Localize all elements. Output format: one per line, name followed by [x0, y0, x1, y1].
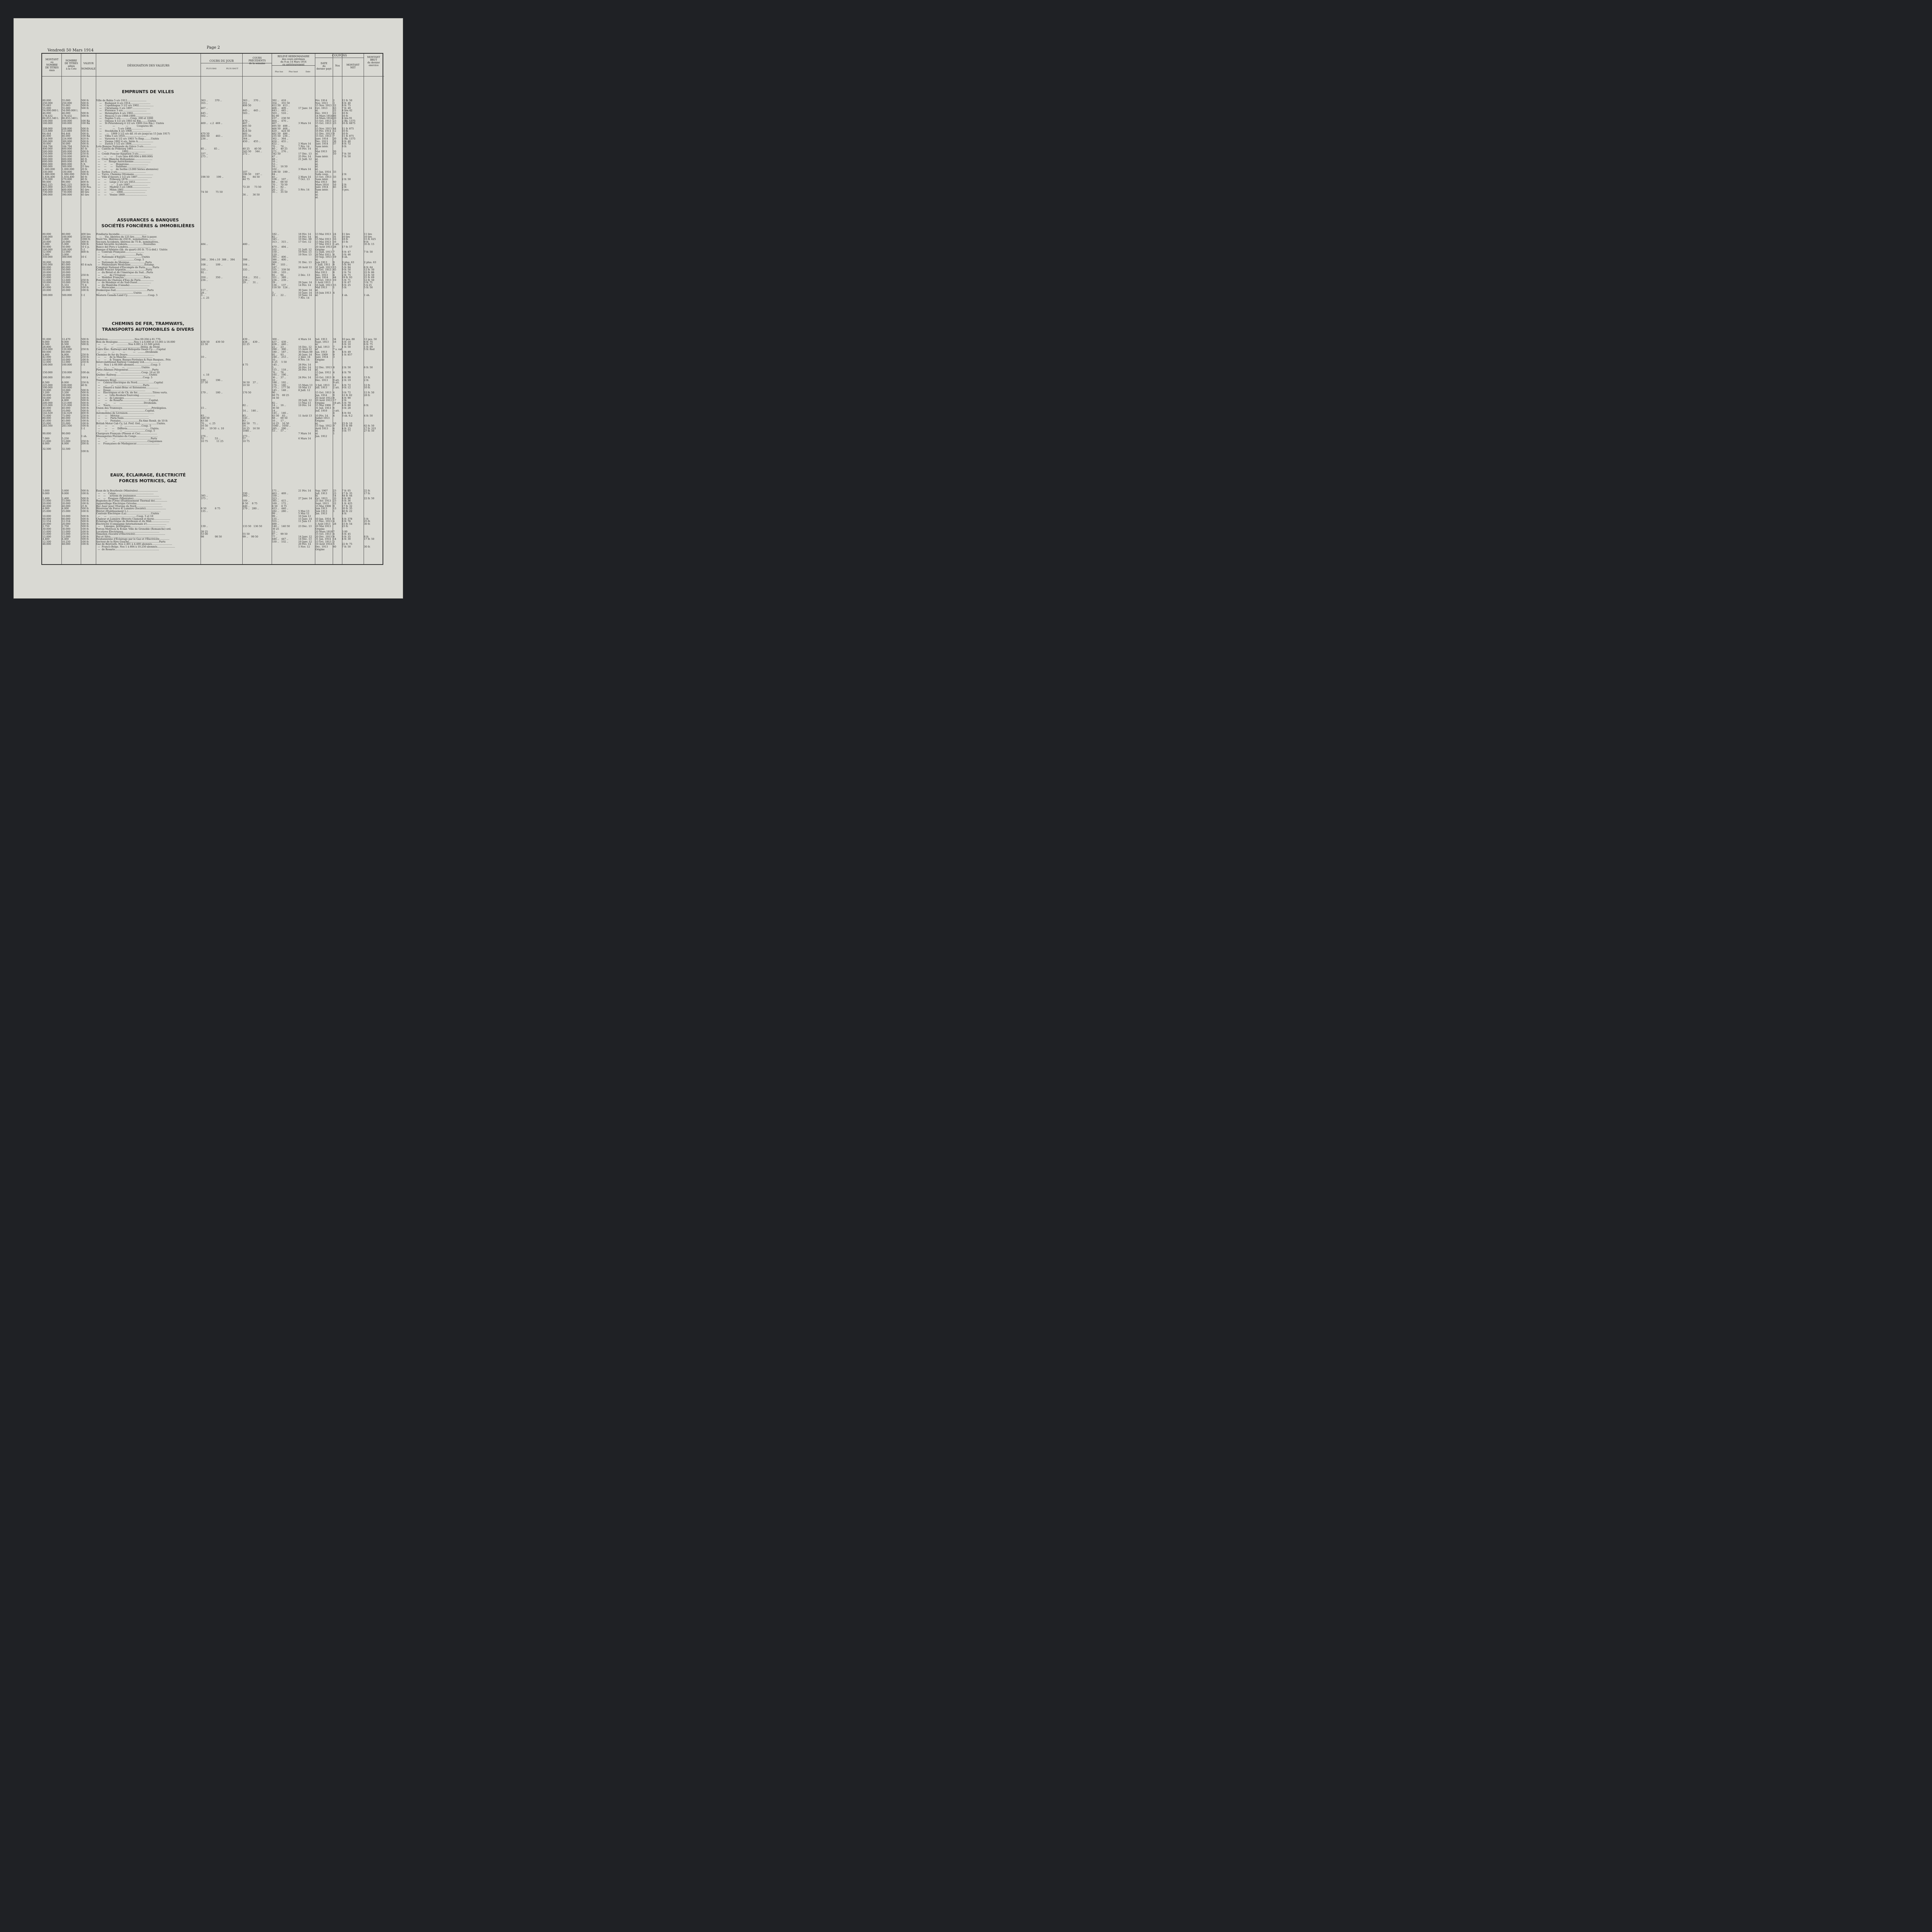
s2-numero: 24 31 16 16 1 att. 28 7 4 19 9 8 15 45 8 4 44 19 15 1 4 [333, 233, 340, 294]
header-cours-prec: COURS PRÉCÉDENTS de la semaine [248, 57, 266, 65]
s4-nombre: 3.600 9.000 2.400 15.000 20.000 40.000 4.000 25.000 10.000 60.000 12.554 20.000 2.750 30.000 15.000 15.000 12.000 4.460 10.250 48.000 [62, 490, 71, 546]
s2-montant-brut: 11 lire 10 lire 15 fr. 625 9 fr. 35 fr. 15 7 fr. 50 2 plus. 63 6 fr. 64 12 fr. 50 22 fr. 86 12 fr. 50 21 fr. 69 12 fr. 50 3 fr. 71 5 $ 25 5 fr. 50 1 sh. [364, 233, 376, 297]
header-plus-bas: PLUS BAS [206, 68, 217, 70]
header-cours-jour: COURS DU JOUR [209, 60, 234, 63]
s4-montant: 3.600 9.000 2.400 15.000 20.000 40.000 4.000 25.000 10.000 60.000 12.554 20.000 2.750 30.000 15.000 15.000 12.000 4.460 12.500 48.000 [43, 490, 51, 546]
s3-date-coupon: Juil. 1913 Sept. 1913 id. 4 Juil. 1913 id. Jan. 1913 Nov. 1909 Janv. 1914 Origine id. 12 Déc. 1913 id. 15 Jan. 1912 id. 10 Oct. 1913 Déc. 1913 3 Juil. 1913 Juil. 1913 15 Oct. 1913 Jan. 1914 20 Août 1912 20 Août 1912 Origine 15 Mai 1906 31 Juil. 1913 Juil. 1910 10 Fév. 14 Juillet 1913 Origine id. 15 Sep. 1912 Avril 1913 id. id. Jan. 1912 [315, 338, 332, 438]
s2-designation: Fondiaria Incendie................................... — Vie, libérées de 125 lire..........Net à payer. Nord Vie, libérées de 250 fr., nominatives.......... Secours Accidents, libérées de 75 fr., nominatives.. Soleil Sécurité Accidents.....................Nouvelles Banco del Peru y Londres.............................. Banque d'Athènes (lib. du quart) (93 fr. 75 à déd.) Unités — Centrale Française........................ — — — .....................Parts — Nationale d'Egypte.....................Unités — — — .....................Coup. 5 — Nationale du Mexique.....................Parts — Péninsulaire Mexicaine..................Estamp. Comptoir National d'Escompte de Paris..........Parts Crédit Foncier Argentin..........................Parts — du Brésil et de l'Amérique du Sud....Parts — — de l'Uruguay............................. — Mobilier Français..........................Parts Foncière du Chateau d'Eau de Paris................. — de Hendaye et du Sud-Ouest.................. — du Manitoba (Canada).......................... — Marocaine.......................................... Dunkerque-Sud.........................................Parts — — ...........................Unités Western Canada Land Cy...........................Coup. 5 [96, 233, 168, 297]
s4-date-coupon: Sep. 1907 Juil. 1913 id. Oct. 1913 25 Avr. 1913 Sept. 1913 15 Mai 1908 Juin 1913 Juin 1913 Jan. 1913 10 Jan. 1914 15 Déc. 1913 1 Août 1913 20 Mai 1913 Origine 20 Mars 1910 15 Oct. 1913 20 Déc. 1913 31 Jan. 1914 15 Oct. 1913 10 Août 1914 Déc. 1913 Origine [315, 490, 333, 551]
s3-designation: Andalous...................................Nos 69.204 à 81.770. Bois de Boulogne.....................Nos 1 à 6.000 et 15.001 à 18.000 — — — ...............Nos 6.001 à 12.500 privil. — — — ...............................Délég. de Divid. Cairo Elec. Railways and Heliopolis Oases Cy......Capital — — — — — ..........Dividende Chemins de fer du Douro................................... — — de la Manche.................................. — — & Tramw. Basses-Pyrénées & Pays Basques.. Priv. Interconditional Railway Company Ltd...................... — Nos 1 à 60.000 abonnés......................Coup. 5 — — — — ...................Unités Pirée-Athènes Péloponèse...............................Parts — — — ...........................Coup. 10 et 20 Québec Railway...........................................Unités — — ..........................................Coup. 5 Tramways Brest.......................................... — Central Électrique du Nord......................Capital — — — ..................................Parts — Dinard à Saint-Briac et Extensions................ — Douai............................................. — Électriques et de Ch. de fer....................Titres verts. — — Lille-Roubaix-Tourcoing..................... — — de Limoges................................... — — de Rosario..................................Capital. — — — ...............................Dividende. — Tours................................................. Union des Tramways......................................Privilégiées. — — .............................................Capital. Automobiles de Livraison.................................. — — Météor...................................... — — Paris-Taxis................................. — — Postales........................Ex-4me Remb. de 10 fr. British Motor Cab Cy, Ld. Préf. Ord......................Unités. — — — — ......................Coup. 5 — — — Différés..............................Unités. — — — — ...........................Coup. 5 Chargeurs Français (Plisson et Cie)...................... Messageries Fluviales du Congo............................ — — — .........................................Parts — — — .....................................Cinquièmes — Françaises de Madagascar.............................. [96, 338, 175, 446]
s3-numero: 34 18 7 7 s. val 8 9 3 8 4 8 9 att. 9 att. 12 2 att. 4 9 8 17 18 att. 7 6 3 att. 4 4 10 9 6 6 1 [333, 338, 342, 435]
header-plus-haut: PLUS HAUT [226, 68, 238, 70]
section-title-emprunts: EMPRUNTS DE VILLES [122, 89, 174, 94]
header-montant-net: MONTANT NET [346, 64, 360, 69]
s4-numero: 23 23 14 33 23 22 9 13 1 6 4 28 7 4 8 14 3 5 60 [333, 490, 337, 549]
header-date-coupon: DATE du dernier payé [316, 62, 332, 70]
header-rule [42, 76, 384, 77]
s2-nombre: 80.000 100.000 3.000 20.000 5.000 50.000 100.000 12.000 3.000 300.000 30.000 85.000 60.000 50.000 20.000 20.000 15.000 12.600 10.000 5.333 30.000 20.000 500.000 [62, 233, 72, 297]
s4-cours-jour: 385 .. 375 .. 8 50 8 75 135 .. 139 .. 39 25 53 00 98 98 50 [201, 495, 222, 538]
section-title-eaux-eclairage: EAUX, ÉCLAIRAGE, ÉLECTRICITÉ FORCES MOTRICES, GAZ [110, 473, 186, 483]
header-montant: MONTANT ou NOMBRE DE TITRES émis [45, 58, 59, 72]
s2-releve: 182 .. 82 .. 345 .. 313 .. 315 .. 470 .. 494 .. 102 .. 150 .. 120 .. 395 .. 406 .. 386 .. 400 .. 300 .. 99 .. 103 .. 187 .. 335 .. 339 50 100 .. 103 .. 92 .. 94 .. 321 .. 389 .. 236 .. 239 .. 29 .. 136 .. 137 .. 118 50 124 .. 3 .. 21 .. 22 .. [272, 233, 290, 297]
s1-montant-net: 12 fr. 50 8 fr. 40 8 fr. 75 7 fr. 49 4 lira 42 10 fr. 10 fr. 4 lira 91 2 Rb. 1375 10 fr. 6875 11 fr. 875 10 fr. 10 fr. 11 fr. 875 2 Rb. 1375 8 fr. 40 8 fr. 72 6 fr. 7 fr. 50 7 fr. 50 2 fr. 2 fr. 50 2 fr. 2 fr. 3 pes. [342, 99, 355, 191]
s4-valeur: 500 fr. 100 fr. 500 fr. 100 fr. 100 fr. 25 fr. 500 fr. 100 fr. 500 fr. 500 fr. 500 fr. 500 fr. 500 fr. 100 fr. 100 fr. 250 fr. 100 fr. 500 fr. 100 fr. 100 fr. [81, 490, 89, 546]
s4-montant-brut: 22 fr. 17 fr. 22 fr. 50 5 fr. 25 fr. 30 fr. 8 fr. 17 fr. 50 30 fr. [364, 490, 374, 549]
s1-cours-jour: 363 .. 370 .. 355 .. 407 .. 445 .. 502 .. 469 .. c.2 469 .. 470 50 484 50 483 .. 236 .. 85 .. 85 .. 337 .. 275 .. 198 50 199 .. 74 50 75 50 [201, 99, 224, 194]
s1-date-coupon: Fév. 1914 Nov. 1913 15 Nov. 1913 Oct. 1913 id. Déc. 1913 14 Mars 1914 14 Mars 1914 15 Oct. 1913 15 Oct. 1913 id. 15 Nov. 1913 16 Fév. 1914 15 Déc. 1913 15 Oct. 1913 Janv. 1914 Déc. 1913 Janv. 1914 Sans intér. id. Mai 1913 id. Sans intér. id. id. id. id. id. 15 Jan. 1914 Sans coup. 15 Oct. 1913 Sans intér. Mai 1913 Mars 1914 Janv. 1914 Sans intér. id. id. id. [315, 99, 333, 199]
s1-nombre: 55.000 250.000 55.683 55.000 54.000.000 l. 46.000 178.432 86.853.340 l. 100.000 160.000 208.000 123.889 64.444 46.000 224.000 300.000 30.000 184.794 400.000 500.000 250.000 350.000 600.000 600.000 800.000 300.000 1.000.000 330.000 1.980.000 1.834.400 270.000 90.000 842.225 425.000 400.000 730.000 390.000 [62, 99, 78, 196]
header-montant-brut: MONTANT BRUT du dernier exercice [367, 56, 380, 67]
s2-cours-prec: 480 .. 398 .. 104 .. 335 .. 354 .. 352 .. 236 .. 29 .. 31 .. [243, 243, 261, 284]
header-numero: Nos [335, 65, 340, 67]
header-coupons: COUPONS [332, 54, 347, 57]
s4-releve: 171 .. 463 .. 469 .. 330 .. 323 .. 385 .. 415 .. 169 .. 172 .. 8 50 8 75 423 .. 440 .. 282 .. 280 .. 99 .. 99 .. 135 .. 555 .. 490 .. 140 .. 140 50 39 25 53 .. 97 .. 99 50 77 .. 446 .. 447 .. 530 .. 532 .. [272, 490, 290, 543]
s4-designation: Eaux de la Bourboule (Minérales).......................... — — Calais................................................. — — actions de jouissance.............................. — — Pougues (Minérales).................................... Bagnoles-de-l'Orne (Établissement Thermal de)................ Appareillage Électrique Grivolas................................ Bec Auer pour l'Europe du Nord.................................. Biterroise de Force & Lumière (Société).......................... Blériot (Établissement L.).......................................... Centrale Électrique (La)................................Unités — — ...................................Coup. 5 et 10 Chaleur et Lumière (Brevets Clamond et Kern)..................... Éclairage Électrique de Bordeaux et du Midi....................... Électricité (Compagnie Internationale d')......................... — Limoges, privilégiées............................................. Forces Motrices & Éclair. Ville de Grenoble (Romanche) ord. Locations Électriques............................................... Nimelion (Société d'Électricité)....................................... Paz et Silva............................................................. Roubaisienne d'Éclairage par le Gaz et l'Électricité............. Secteur de la Rive Gauche.......................................Parts Gaz de Beyrouth. Nos 2.401 à 4.400 abonnés.......................... — Franco-Belge. Nos 1 à 804 à 10.250 abonnés....................... — de Rosario......................................................... [96, 490, 175, 551]
s3-nombre: 12.470 9.000 6.500 28.800 120.000 60.000 4.800 42.000 10.000 12.000 100.000 150.000 95.000 6.000 100.000 100.000 10.000 3.200 30.000 50.000 4.800 123.000 125.000 40.000 10.000 142.629 75.000 80.000 45.000 35.000 283.500 90.000 5.250 15.000 4.000 32.500 [62, 338, 72, 451]
s3-valeur: 500 fr. 500 fr. 500 fr. 250 fr. 250 fr. 250 fr. 100 fr. 250 fr. 1 £ 100 dr. 100 $ 250 fr. 40 fr. 500 fr. 500 fr. 100 fr. 500 fr. 500 fr. 500 fr. 100 fr. 500 fr. 500 fr. 400 fr. 250 fr. 500 fr. 100 fr. 100 fr. 100 fr. 1 £ 1 sh. 250 fr. 200 fr. 100 fr. [81, 338, 90, 453]
header-nombre: NOMBRE DE TITRES admis à la Cote [65, 60, 78, 70]
s4-cours-prec: 330 .. 360 .. 169 .. 8 50 8 75 440 .. 279 .. 280 .. 133 50 136 50 55 50 99 .. 99 50 [243, 492, 262, 538]
s3-cours-prec: 439 .. 438 .. 439 .. 22 25 4 75 36 50 37 .. 10 50 176 50 82 .. 14 .. 146 .. 83 .. 145 .. 83 .. 68 50 71 .. 16 .. 16 25 16 50 1046 .. 273 .. 57 .. 10 75 [243, 338, 260, 443]
s1-montant: 80.000 250.000 55.683 55.000 54.000.000 l. 46.000 178.432 86.853.340 l. 100.000 160.000 208.000 123.889 64.444 46.000 224.000 300.000 30.000 184.794 400.000 500.000 250.000 350.000 600.000 600.000 800.000 300.000 1.000.000 330.000 1.980.000 1.834.400 270.000 90.000 842.225 425.000 400.000 730.000 390.000 [43, 99, 59, 196]
header-designation: DÉSIGNATION DES VALEURS [127, 64, 170, 67]
s2-cours-jour: 484 .. 388 .. 394 c.10 388 .. 394 108 .. 109 .. 335 .. 92 .. 350 .. 350 .. 236 .. 117 .. 28 .. 3 .. .. c. 25 [201, 243, 235, 299]
s1-cours-prec: 363 .. 370 .. 351 .. 406 50 445 .. 445 .. 503 .. 470 .. 467 .. 495 50 471 .. 424 50 483 .. 235 50 364 .. 450 .. 455 .. 40 25 40 50 343 50 344 .. 272 .. 107 .. 196 50 197 .. 84 84 50 44 75 72 20 73 50 36 .. 36 50 [243, 99, 262, 196]
header-releve-plus-bas: Plus bas [275, 71, 283, 73]
header-releve-date: Date [306, 71, 310, 73]
header-page: Page 2 [207, 46, 220, 50]
s1-releve: 392 .. 418 .. 354 .. 355 50 412 50 413 .. 406 .. 409 .. 443 .. 445 .. 503 .. 516 .. 92 60 237 .. 238 50 464 .. 470 .. 467 .. 495 50 498 .. 466 50 468 .. 420 .. 424 50 482 50 486 .. 235 50 236 .. 362 .. 364 .. 450 .. 455 .. 422 .. 70 .. 74 .. 40 .. 40 25 271 .. 276 .. 342 50 47 .. 48 .. 16 .. 53 .. 16 .. 16 50 102 .. 196 50 199 .. 84 .. 45 .. 106 .. 107 .. 68 .. 68 50 70 .. 70 50 81 .. 82 .. 20 .. 21 .. 35 .. 35 50 [272, 99, 290, 194]
s3-date-releve: 4 Mars 14 16 Déc. 12 15 Avril 12 30 Mars 09 30 Janv. 14 2 Janv. 14 9 Fév. 14 28 Fév. 14 26 Fév. 14 26 Fév. 14 24 Fév. 14 15 Mars 13 19 Mai 13 8 Juill. 12 29 Juill. 12 13 Mai 13 19 Fév. 14 11 Août 13 7 Mars 14 6 Mars 14 [298, 338, 313, 440]
s2-montant-net: 11 lire 10 lire 18 fr. 15 fr. 17 fr. 57 6 fr. 47 3 fr. 46 6 sh. 9 plus. 63 3 fr. 84 5 fr. 94 9 fr. 50 2 fr. 74 2 fr. 75 19 fr. 93 5 fr. 71 2 fr. 67 8 fr. 25 5 fr. 1 sh. [342, 233, 354, 297]
header-valeur: VALEUR NOMINALE [81, 62, 96, 70]
header-releve-plus-haut: Plus haut [289, 71, 298, 73]
s3-montant-brut: 12 pes. 50 6 fr. 75 6 fr. 75 1 fr. 09 5 fr. Red 6 fr. 50 13 fr. 2 fr. 12 fr. 10 fr. 12 fr. 50 28 fr. 6 fr. 4 fr. 50 62 fr. 50 17 fr. 333 27 fr. 50 [364, 338, 377, 433]
s1-date-releve: 17 Janv. 14 3 Mars 14 2 Mars 14 7 Fév. 14 16 Fév. 14 17 Déc. 13 25 Fév. 14 21 Juill. 12 3 Mars 14 2 Mars 14 7 Oct. 13 5 Fév. 14 [298, 107, 312, 191]
s1-valeur: 500 fr. 500 fr. 500 fr. 500 fr. 500 fr. 500 fr. 100 Rà 100 Rà 500 fr. 500 fr. 500 fr. 100 Rà 420 fr. 500 fr. 500 fr. 500 fr. 45 fr. 500 fr. 250 fr. 400 fr. 40 fl. 40 fl. 5 fl. 25 lire 20 fr. 500 fr. 500 fr. 40 fr. 40 fr. 400 fr. 400 fr. 100 Pes. 45 lire 40 lire 45 lire [81, 99, 92, 196]
s3-montant: 91.000 9.000 6.500 28.800 210.000 60.000 4.800 42.000 10.000 12.000 100.000 150.000 100.000 8.500 225.000 100.000 10.000 3.200 30.000 50.000 4.800 200.000 125.000 40.000 10.000 142.629 75.000 80.000 45.000 35.000 283.500 90.000 7.000 15.000 4.000 32.500 [43, 338, 53, 451]
header-releve: RELEVÉ HEBDOMADAIRE des cours extrêmes du 9 au 14 Mars 1914 ou antérieurement [277, 55, 310, 66]
header-date: Vendredi 50 Mars 1914 [48, 48, 94, 53]
s1-numero: 2 3 22 63 22 22 66 20 23 23 44 12 9 7 20 38 57 26 10 33 33 60 16 45 [333, 99, 337, 189]
s3-montant-net: 10 pes. 88 6 fr. 10 6 fr. 10 1 fr. 50 4 fr. 49 1 fr. 857 2 fr. 50 4 fr. 78 4 fr. 80 2 fr. 19 4 fr. 72 9 fr. 12 3 fr. 72 12 fr. 82 4 fr. 90 2 fr. 5 fr. 70 4 fr. 80 3 fr. 28 4 fr. 64 3 sh. 9.2 23 fr. 10 15 fr. 89 4 fr. 15 3 fr. 77 [342, 338, 355, 433]
s2-montant: 80.000 100.000 3.000 20.000 5.000 50.000 100.000 12.000 3.000 350.000 30.000 165.000 60.000 50.000 20.000 20.000 15.000 12.600 10.000 5.333 45.000 20.000 500.000 [43, 233, 53, 297]
s3-releve: 300 .. 437 .. 439 .. 438 .. 440 .. 22 .. 23 .. 290 .. 300 .. 180 .. 187 .. 92 .. 93 .. 248 .. 253 .. 10 .. 4 25 5 50 145 .. 5 .. 115 .. 118 .. 76 .. 78 .. 195 .. 196 .. 36 .. 37 .. 10 .. 188 .. 192 .. 176 .. 180 .. 175 .. 177 50 145 .. 148 .. 90 .. 68 75 69 25 34 50 82 .. 14 .. 16 .. 36 50 14 .. 145 .. 146 .. 83 50 83 .. 68 .. 69 50 16 .. 17 .. 16 25 16 50 1040 .. 1050 .. 285 .. 290 .. 53 .. 57 .. [272, 338, 291, 433]
s2-date-coupon: 13 Mai 1913 id. 15 Mai 1913 15 Mai 1913 17 Mai 1913 20 Août 1913 Origine 12 Juill. 1913 26 Mai 1911 10 Sep. 1913 id. Juin 1913 1 Juill. 1911 31 Juill. 1913 10 Oct. 1913 Mai 1913 Déc. 1913 Janv. 1914 10 Oct. 1913 1 Août 1913 16 Juill. 1913 Mai 1913 id. 18 Juin 1913 id. [315, 233, 332, 297]
s3-cours-jour: 438 50 439 50 22 50 10 .. c. 10 190 .. 196 .. 37 50 179 .. 180 .. 15 .. 83 .. 448 50 83 50 70 .. c. 25 16 50 19 .. 19 50 c. 10 276 .. 52 53 .. 10 75 11 25 [201, 340, 224, 443]
section-title-assurances: ASSURANCES & BANQUES SOCIÉTÉS FONCIÈRES & IMMOBILIÈRES [101, 218, 195, 228]
s4-montant-net: 7 fr. 05 17 fr. 35 44 fr. 44 8 fr. 90 6 fr. 36 1 fr. 425 17 fr. 32 20 fr. 35 40 fr. 22 4 fr. 4 fr. 378 8 fr. 76 15 fr. 54 23 fr. 3 00 6 fr. 45 6 fr. 35 4 fr. 30 22 fr. 75 7 fr. 50 [342, 490, 352, 549]
section-title-chemins-de-fer: CHEMINS DE FER, TRAMWAYS, TRANSPORTS AUTOMOBILES & DIVERS [102, 321, 194, 332]
s2-valeur: 400 lire 250 lire 1000 fr. 300 fr. 500 fr. 10 £ p. 5 £ 400 fr. 10 £ 65 $ m/n 250 fr. 250 fr. 250 fr. 75 $ 100 fr. 100 fr. 1 £ [81, 233, 92, 297]
s1-designation: Ville de Bahia 5 o/o 1912......................... — Budapest 4 o/o 1914.......................... — Copenhague 3 1/2 o/o 1902................... — Christiania 3 o/o 1897....................... — Florence 3 o/o............................... — Helsingfors 4 o/o 1902....................... — Moscou 5 o/o 1908-1909....................... — Naples 5 o/o.............Coup. 200 et 1000 — Odessa 4 1/2 o/o 1903 4e Em.........Unités — St-Pétersbourg 4 1/2 o/o 1909 (1re Ém.) Unités — — — Coupures 40. — — 5 o/o 1908............... — Stockholm 4 o/o 1908......................... — — 1909 3 1/2 o/o dif. (4 o/o jusqu'au 15 Juin 1917) — Tiflis 5 o/o 1910............................ — Varsovie 4 1/2 o/o 1903 7e Emp.........Unités — Vienne 1902 4 o/o, Série A.................... — Zurich 3 1/2 o/o 1894......................... Lots Banque Nationale de Grèce 3 o/o................. — Canton de Fribourg 1861......................... — — — 1902...................... — Crédit Foncier Egyptien 3 o/o................... — — — 3 o/o (nos 400.004 à 800.000) — Croix Blanche Hollandaise....................... — — Rouge Autrichienne...................... — — — Hongroise......................... — — — Italienne......................... — — — de Serbie (3.000 Séries abonnées) — Serbes 2 o/o..................................... — Turcs, Chemins Ottomans......................... — Ville d'Anvers 2 1/2 o/o 1887................... — — Fribourg 1878.......................... — — Liège 2 1/2 o/o 1853.................... — — — 2 o/o 1897....................... — — Madrid 3 o/o 1868....................... — — Milan 1861.............................. — — — 1866............................. — — Venise 1869............................. [96, 99, 170, 196]
s4-date-releve: 21 Fév. 14 27 Janv. 14 5 Mai 13 5 Mai 12 10 Juin 12 15 Janv. 14 11 Juin 13 23 Déc. 13 14 Janv. 12 14 Déc. 13 19 Janv. 12 26 Fév. 14 5 Nov. 12 [298, 490, 312, 549]
s2-date-releve: 18 Fév. 14 18 Fév. 14 10 Déc. 08 17 Oct. 12 21 Juill. 12 19 Nov. 13 19 Nov. 13 31 Déc. 13 26 Août 12 2 Déc. 13 29 Janv. 14 14 Fév. 14 30 Janv. 14 10 Janv. 14 10 Janv. 14 7 Fév. 14 [298, 233, 312, 299]
